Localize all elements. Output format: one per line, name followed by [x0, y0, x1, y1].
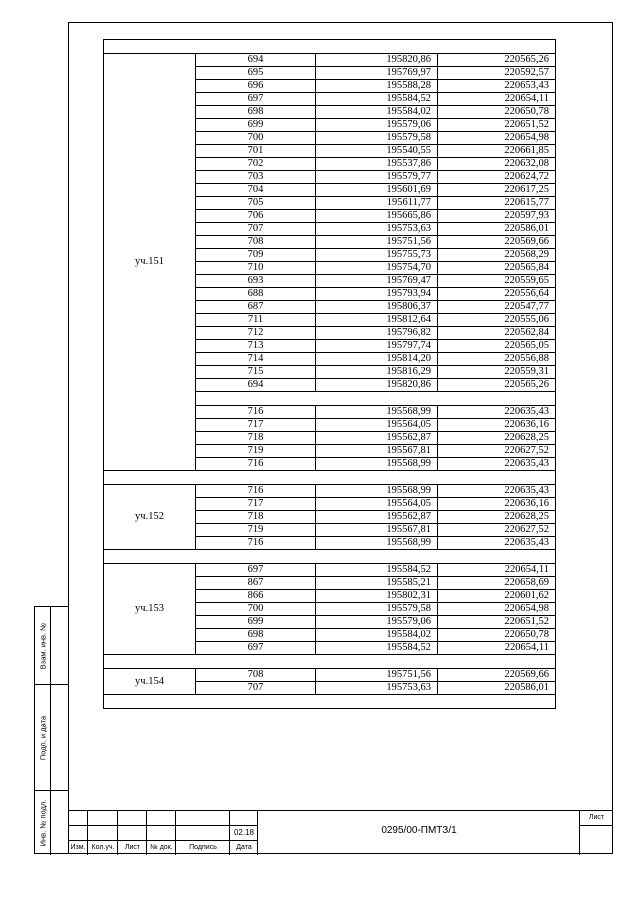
coord-x: 195588,28: [316, 80, 438, 93]
side-stamp-cell-signature: [35, 685, 68, 791]
coord-x: 195562,87: [316, 432, 438, 445]
point-number: 715: [196, 366, 316, 379]
coord-y: 220565,05: [438, 340, 556, 353]
coord-y: 220565,26: [438, 54, 556, 67]
coord-y: 220568,29: [438, 249, 556, 262]
coord-x: 195814,20: [316, 353, 438, 366]
coord-y: 220556,64: [438, 288, 556, 301]
coord-y: 220569,66: [438, 236, 556, 249]
point-number: 688: [196, 288, 316, 301]
point-number: 700: [196, 603, 316, 616]
coord-y: 220569,66: [438, 669, 556, 682]
coord-x: 195820,86: [316, 379, 438, 392]
coord-y: 220559,31: [438, 366, 556, 379]
coord-y: 220650,78: [438, 106, 556, 119]
coord-x: 195579,58: [316, 603, 438, 616]
point-number: 700: [196, 132, 316, 145]
point-number: 694: [196, 54, 316, 67]
coord-x: 195564,05: [316, 498, 438, 511]
point-number: 705: [196, 197, 316, 210]
point-number: 718: [196, 432, 316, 445]
coord-x: 195796,82: [316, 327, 438, 340]
coord-y: 220654,98: [438, 132, 556, 145]
coord-x: 195820,86: [316, 54, 438, 67]
point-number: 699: [196, 616, 316, 629]
coord-x: 195584,02: [316, 629, 438, 642]
coord-x: 195802,31: [316, 590, 438, 603]
title-block: [68, 810, 613, 854]
coord-y: 220650,78: [438, 629, 556, 642]
coord-x: 195579,58: [316, 132, 438, 145]
coord-y: 220597,93: [438, 210, 556, 223]
coord-y: 220653,43: [438, 80, 556, 93]
coord-y: 220601,62: [438, 590, 556, 603]
coord-x: 195568,99: [316, 485, 438, 498]
coord-y: 220547,77: [438, 301, 556, 314]
point-number: 697: [196, 93, 316, 106]
point-number: 709: [196, 249, 316, 262]
coord-y: 220635,43: [438, 406, 556, 419]
point-number: 703: [196, 171, 316, 184]
coord-y: 220628,25: [438, 511, 556, 524]
point-number: 702: [196, 158, 316, 171]
coord-x: 195816,29: [316, 366, 438, 379]
coord-x: 195568,99: [316, 537, 438, 550]
table-row: [104, 669, 556, 682]
date-value: 02.18: [233, 828, 255, 837]
section-label: уч.152: [104, 485, 196, 550]
separator-row: [104, 655, 556, 669]
coord-y: 220565,26: [438, 379, 556, 392]
point-number: 697: [196, 642, 316, 655]
coord-x: 195568,99: [316, 406, 438, 419]
coord-x: 195793,94: [316, 288, 438, 301]
coord-y: 220586,01: [438, 223, 556, 236]
coord-y: 220624,72: [438, 171, 556, 184]
point-number: 706: [196, 210, 316, 223]
point-number: 716: [196, 537, 316, 550]
table-row: [104, 564, 556, 577]
table-row: [104, 54, 556, 67]
coord-y: 220658,69: [438, 577, 556, 590]
coord-y: 220651,52: [438, 616, 556, 629]
coord-x: 195562,87: [316, 511, 438, 524]
point-number: 711: [196, 314, 316, 327]
point-number: 707: [196, 682, 316, 695]
coord-x: 195753,63: [316, 223, 438, 236]
sheet-label: Лист: [588, 814, 605, 821]
section-label: уч.151: [104, 54, 196, 471]
point-number: 717: [196, 419, 316, 432]
section-label: уч.153: [104, 564, 196, 655]
coord-y: 220635,43: [438, 485, 556, 498]
coord-x: 195665,86: [316, 210, 438, 223]
coord-y: 220562,84: [438, 327, 556, 340]
point-number: 708: [196, 236, 316, 249]
coord-y: 220555,06: [438, 314, 556, 327]
coord-x: 195540,55: [316, 145, 438, 158]
point-number: 695: [196, 67, 316, 80]
header-quantity: Кол.уч.: [91, 844, 115, 851]
point-number: 699: [196, 119, 316, 132]
point-number: 866: [196, 590, 316, 603]
coord-x: 195564,05: [316, 419, 438, 432]
coord-y: 220559,65: [438, 275, 556, 288]
coord-y: 220615,77: [438, 197, 556, 210]
point-number: 698: [196, 106, 316, 119]
coord-x: 195584,02: [316, 106, 438, 119]
coord-y: 220636,16: [438, 419, 556, 432]
document-code: 0295/00-ПМТЗ/1: [381, 825, 457, 836]
point-number: 704: [196, 184, 316, 197]
point-number: 708: [196, 669, 316, 682]
coord-y: 220628,25: [438, 432, 556, 445]
coord-y: 220654,11: [438, 564, 556, 577]
point-number: 714: [196, 353, 316, 366]
coord-y: 220651,52: [438, 119, 556, 132]
point-number: 713: [196, 340, 316, 353]
point-number: 719: [196, 445, 316, 458]
point-number: 716: [196, 458, 316, 471]
coordinates-table: [103, 39, 556, 709]
separator-row: [104, 695, 556, 709]
coord-x: 195584,52: [316, 93, 438, 106]
point-number: 698: [196, 629, 316, 642]
coord-y: 220592,57: [438, 67, 556, 80]
separator-row: [104, 471, 556, 485]
header-change: Изм.: [70, 844, 86, 851]
coord-y: 220627,52: [438, 445, 556, 458]
point-number: 696: [196, 80, 316, 93]
point-number: 707: [196, 223, 316, 236]
coord-x: 195579,06: [316, 616, 438, 629]
coord-y: 220661,85: [438, 145, 556, 158]
side-stamp-cell-original: [35, 791, 68, 855]
coord-x: 195769,97: [316, 67, 438, 80]
separator-row: [104, 550, 556, 564]
coord-y: 220654,11: [438, 642, 556, 655]
coord-x: 195584,52: [316, 642, 438, 655]
coord-y: 220617,25: [438, 184, 556, 197]
coord-y: 220654,98: [438, 603, 556, 616]
coord-x: 195751,56: [316, 236, 438, 249]
coord-y: 220586,01: [438, 682, 556, 695]
coord-y: 220627,52: [438, 524, 556, 537]
coord-x: 195601,69: [316, 184, 438, 197]
header-date: Дата: [236, 844, 252, 851]
side-label-signature-date: Подп. и дата: [38, 715, 47, 760]
coord-x: 195797,74: [316, 340, 438, 353]
coord-x: 195812,64: [316, 314, 438, 327]
point-number: 694: [196, 379, 316, 392]
side-label-replacement: Взам. инв. №: [38, 622, 47, 669]
coord-x: 195753,63: [316, 682, 438, 695]
coord-x: 195806,37: [316, 301, 438, 314]
separator-row: [104, 40, 556, 54]
point-number: 867: [196, 577, 316, 590]
coord-x: 195769,47: [316, 275, 438, 288]
coord-x: 195537,86: [316, 158, 438, 171]
point-number: 687: [196, 301, 316, 314]
point-number: 697: [196, 564, 316, 577]
table-row: [104, 485, 556, 498]
coord-x: 195567,81: [316, 445, 438, 458]
side-stamp-cell-replacement: [35, 607, 68, 685]
point-number: 719: [196, 524, 316, 537]
coord-x: 195579,77: [316, 171, 438, 184]
coord-x: 195611,77: [316, 197, 438, 210]
side-label-original-inventory: Инв. № подл.: [38, 799, 47, 847]
header-signature: Подпись: [189, 844, 217, 851]
coord-y: 220635,43: [438, 537, 556, 550]
coord-x: 195579,06: [316, 119, 438, 132]
point-number: 716: [196, 406, 316, 419]
header-doc-number: № док.: [150, 844, 173, 851]
section-label: уч.154: [104, 669, 196, 695]
coord-y: 220556,88: [438, 353, 556, 366]
coord-x: 195567,81: [316, 524, 438, 537]
coord-x: 195751,56: [316, 669, 438, 682]
header-sheet: Лист: [124, 844, 141, 851]
coord-x: 195585,21: [316, 577, 438, 590]
coord-y: 220565,84: [438, 262, 556, 275]
coord-x: 195754,70: [316, 262, 438, 275]
coord-x: 195584,52: [316, 564, 438, 577]
coord-y: 220635,43: [438, 458, 556, 471]
coord-y: 220654,11: [438, 93, 556, 106]
point-number: 712: [196, 327, 316, 340]
point-number: 717: [196, 498, 316, 511]
side-stamp: [34, 606, 69, 854]
point-number: 718: [196, 511, 316, 524]
coord-y: 220632,08: [438, 158, 556, 171]
point-number: 701: [196, 145, 316, 158]
point-number: 693: [196, 275, 316, 288]
coord-y: 220636,16: [438, 498, 556, 511]
point-number: 716: [196, 485, 316, 498]
coord-x: 195568,99: [316, 458, 438, 471]
coord-x: 195755,73: [316, 249, 438, 262]
point-number: 710: [196, 262, 316, 275]
